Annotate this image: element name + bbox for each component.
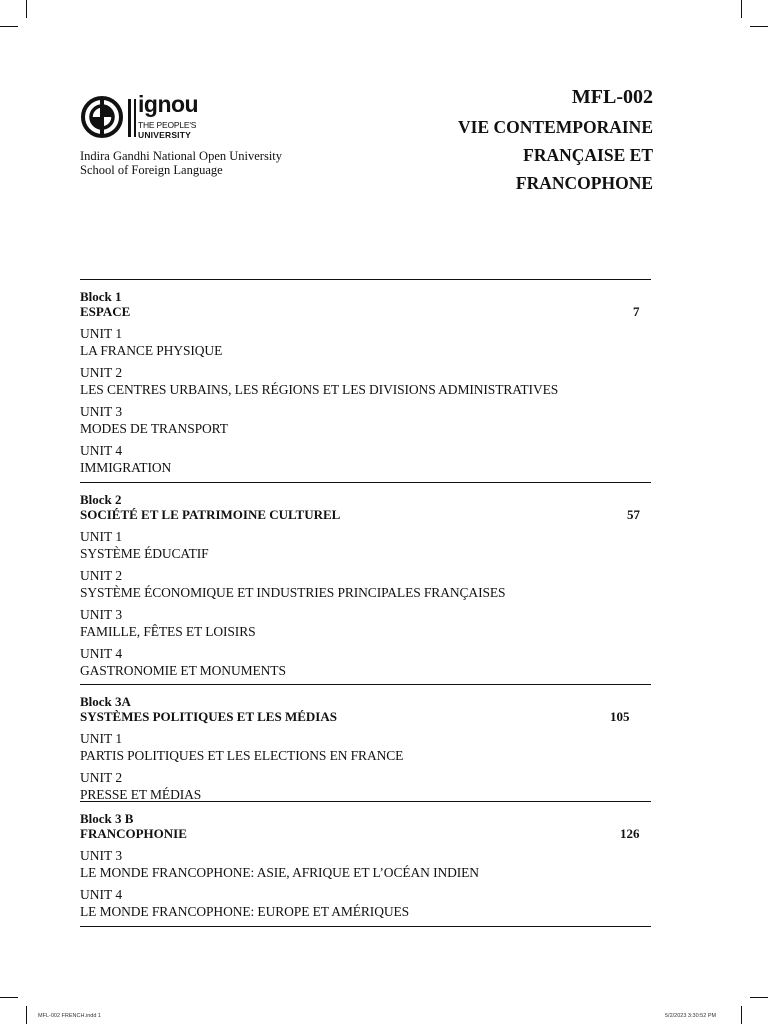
unit-label: UNIT 1 — [80, 731, 123, 746]
block-page-number: 126 — [620, 826, 640, 841]
crop-mark — [741, 0, 742, 18]
unit-entry — [80, 528, 651, 562]
block-label: Block 2 — [80, 492, 122, 507]
block-title — [80, 826, 651, 842]
unit-entry — [80, 769, 651, 803]
unit-label: UNIT 4 — [80, 443, 123, 458]
block-title — [80, 709, 651, 725]
block-title-text: SYSTÈMES POLITIQUES ET LES MÉDIAS — [80, 709, 337, 724]
block-page-number: 57 — [627, 507, 640, 522]
ignou-logo — [80, 91, 220, 141]
logo-tagline-university: UNIVERSITY — [138, 130, 192, 140]
course-title-line: FRANÇAISE ET — [523, 145, 653, 165]
unit-title: LE MONDE FRANCOPHONE: EUROPE ET AMÉRIQUES — [80, 904, 410, 919]
unit-title: GASTRONOMIE ET MONUMENTS — [80, 663, 286, 678]
unit-title: MODES DE TRANSPORT — [80, 421, 228, 436]
block-label: Block 3 B — [80, 811, 134, 826]
toc-block — [80, 801, 651, 927]
crop-mark — [741, 1006, 742, 1024]
unit-entry — [80, 730, 651, 764]
block-title-text: ESPACE — [80, 304, 131, 319]
unit-title: IMMIGRATION — [80, 460, 172, 475]
unit-label: UNIT 2 — [80, 568, 123, 583]
logo-tagline: THE PEOPLE'S — [138, 120, 197, 130]
crop-mark — [0, 26, 18, 27]
unit-label: UNIT 3 — [80, 607, 123, 622]
toc-block — [80, 482, 651, 684]
unit-label: UNIT 1 — [80, 529, 123, 544]
toc-block — [80, 279, 651, 482]
crop-mark — [26, 1006, 27, 1024]
unit-label: UNIT 4 — [80, 887, 123, 902]
ignou-emblem-icon — [80, 95, 124, 139]
unit-label: UNIT 3 — [80, 848, 123, 863]
logo-divider — [134, 99, 136, 137]
footer-timestamp: 5/2/2023 3:30:52 PM — [665, 1013, 717, 1019]
table-of-contents — [80, 279, 651, 927]
unit-entry — [80, 442, 651, 476]
unit-title: LE MONDE FRANCOPHONE: ASIE, AFRIQUE ET L’OCÉAN INDIEN — [80, 865, 479, 880]
unit-title: LES CENTRES URBAINS, LES RÉGIONS ET LES DIVISIONS ADMINISTRATIVES — [80, 382, 559, 397]
unit-label: UNIT 2 — [80, 770, 123, 785]
unit-title: LA FRANCE PHYSIQUE — [80, 343, 223, 358]
logo-wordmark: ignou — [138, 91, 199, 117]
unit-title: PRESSE ET MÉDIAS — [80, 787, 202, 802]
crop-mark — [750, 997, 768, 998]
unit-entry — [80, 403, 651, 437]
block-page-number: 7 — [633, 304, 640, 319]
unit-title: SYSTÈME ÉDUCATIF — [80, 546, 209, 561]
unit-entry — [80, 364, 651, 398]
block-label: Block 3A — [80, 694, 131, 709]
course-code: MFL-002 — [571, 86, 653, 108]
unit-entry — [80, 847, 651, 881]
block-page-number: 105 — [610, 709, 630, 724]
logo-divider — [128, 99, 131, 137]
toc-block — [80, 684, 651, 801]
unit-entry — [80, 325, 651, 359]
unit-entry — [80, 645, 651, 679]
block-label: Block 1 — [80, 289, 122, 304]
unit-label: UNIT 3 — [80, 404, 123, 419]
crop-mark — [750, 26, 768, 27]
unit-title: PARTIS POLITIQUES ET LES ELECTIONS EN FRANCE — [80, 748, 404, 763]
footer-filename: MFL-002 FRENCH.indd 1 — [38, 1013, 101, 1019]
unit-label: UNIT 1 — [80, 326, 123, 341]
institution-block — [80, 149, 282, 177]
unit-entry — [80, 886, 651, 920]
university-name: Indira Gandhi National Open University — [80, 149, 283, 163]
unit-label: UNIT 4 — [80, 646, 123, 661]
course-heading — [458, 84, 653, 197]
unit-title: SYSTÈME ÉCONOMIQUE ET INDUSTRIES PRINCIPALES FRANÇAISES — [80, 585, 506, 600]
crop-mark — [26, 0, 27, 18]
school-name: School of Foreign Language — [80, 163, 223, 177]
unit-title: FAMILLE, FÊTES ET LOISIRS — [80, 624, 256, 639]
block-title-text: FRANCOPHONIE — [80, 826, 187, 841]
unit-entry — [80, 567, 651, 601]
crop-mark — [0, 997, 18, 998]
block-title-text: SOCIÉTÉ ET LE PATRIMOINE CULTUREL — [80, 507, 341, 522]
block-title — [80, 304, 651, 320]
block-title — [80, 507, 651, 523]
unit-entry — [80, 606, 651, 640]
unit-label: UNIT 2 — [80, 365, 123, 380]
course-title-line: FRANCOPHONE — [515, 173, 653, 193]
course-title-line: VIE CONTEMPORAINE — [458, 117, 653, 137]
